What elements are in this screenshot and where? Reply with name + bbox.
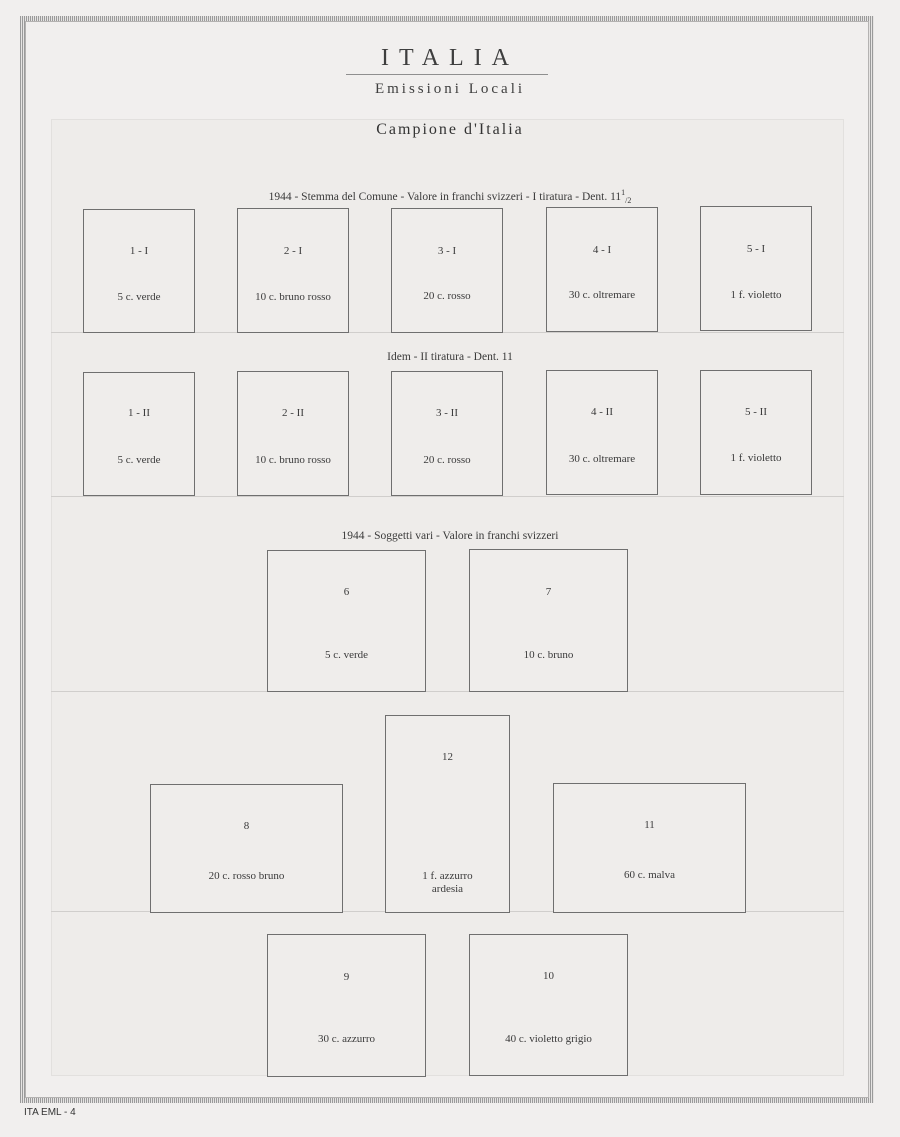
row-caption-first-printing	[0, 188, 900, 205]
stamp-slot-3-I[interactable]	[391, 208, 503, 333]
stamp-description: 1 f. violetto	[730, 452, 782, 464]
stamp-slot-4-II[interactable]	[546, 370, 658, 495]
stamp-slot-6[interactable]	[267, 550, 426, 692]
caption-text: 1944 - Stemma del Comune - Valore in franchi svizzeri - I tiratura - Dent. 11	[268, 190, 622, 203]
stamp-description: 20 c. rosso	[423, 290, 471, 302]
page-code-footer: ITA EML - 4	[24, 1107, 76, 1118]
stamp-slot-12[interactable]	[385, 715, 510, 913]
section-title: Campione d'Italia	[376, 121, 524, 138]
stamp-number: 8	[243, 820, 250, 832]
stamp-number: 1 - I	[129, 245, 149, 257]
stamp-number: 4 - II	[591, 406, 613, 418]
stamp-number: 9	[343, 971, 350, 983]
stamp-slot-5-II[interactable]	[700, 370, 812, 495]
stamp-slot-8[interactable]	[150, 784, 343, 913]
stamp-description: 10 c. bruno rosso	[255, 454, 331, 466]
row-caption-second-printing: Idem - II tiratura - Dent. 11	[387, 351, 513, 363]
stamp-number: 11	[644, 819, 655, 831]
caption-superscript: 1	[621, 188, 626, 197]
stamp-description: 1 f. violetto	[730, 289, 782, 301]
row-caption-various-subjects: 1944 - Soggetti vari - Valore in franchi svizzeri	[341, 530, 559, 542]
stamp-number: 10	[543, 970, 554, 982]
stamp-description: 60 c. malva	[623, 869, 675, 881]
stamp-description: 5 c. verde	[117, 454, 161, 466]
stamp-slot-10[interactable]	[469, 934, 628, 1076]
stamp-description	[390, 870, 505, 896]
stamp-description: 40 c. violetto grigio	[505, 1033, 592, 1045]
strip-divider	[51, 496, 844, 497]
stamp-slot-4-I[interactable]	[546, 207, 658, 332]
stamp-slot-7[interactable]	[469, 549, 628, 692]
caption-subscript: /2	[625, 196, 632, 206]
strip-divider	[51, 691, 844, 692]
stamp-slot-3-II[interactable]	[391, 371, 503, 496]
stamp-slot-5-I[interactable]	[700, 206, 812, 331]
country-title: ITALIA	[380, 45, 520, 71]
stamp-number: 2 - II	[282, 407, 304, 419]
stamp-description: 20 c. rosso bruno	[208, 870, 285, 882]
stamp-description: 30 c. azzurro	[317, 1033, 376, 1045]
stamp-number: 1 - II	[128, 407, 150, 419]
stamp-number: 4 - I	[592, 244, 612, 256]
stamp-description: 10 c. bruno	[523, 649, 574, 661]
stamp-number: 2 - I	[283, 245, 303, 257]
stamp-number: 6	[343, 586, 350, 598]
stamp-description: 5 c. verde	[324, 649, 369, 661]
stamp-number: 5 - I	[746, 243, 766, 255]
stamp-description-line-2: ardesia	[431, 883, 464, 895]
stamp-slot-1-I[interactable]	[83, 209, 195, 333]
stamp-slot-2-I[interactable]	[237, 208, 349, 333]
stamp-description: 20 c. rosso	[423, 454, 471, 466]
stamp-number: 7	[545, 586, 552, 598]
stamp-description: 30 c. oltremare	[568, 453, 636, 465]
stamp-slot-9[interactable]	[267, 934, 426, 1077]
stamp-slot-2-II[interactable]	[237, 371, 349, 496]
stamp-description-line-1: 1 f. azzurro	[422, 870, 473, 882]
stamp-number: 3 - II	[436, 407, 458, 419]
stamp-description: 30 c. oltremare	[568, 289, 636, 301]
stamp-number: 5 - II	[745, 406, 767, 418]
page-subtitle: Emissioni Locali	[374, 81, 526, 97]
stamp-description: 10 c. bruno rosso	[255, 291, 331, 303]
stamp-description: 5 c. verde	[117, 291, 161, 303]
stamp-number: 12	[442, 751, 453, 763]
title-divider	[346, 74, 548, 75]
stamp-slot-11[interactable]	[553, 783, 746, 913]
stamp-number: 3 - I	[437, 245, 457, 257]
stamp-slot-1-II[interactable]	[83, 372, 195, 496]
